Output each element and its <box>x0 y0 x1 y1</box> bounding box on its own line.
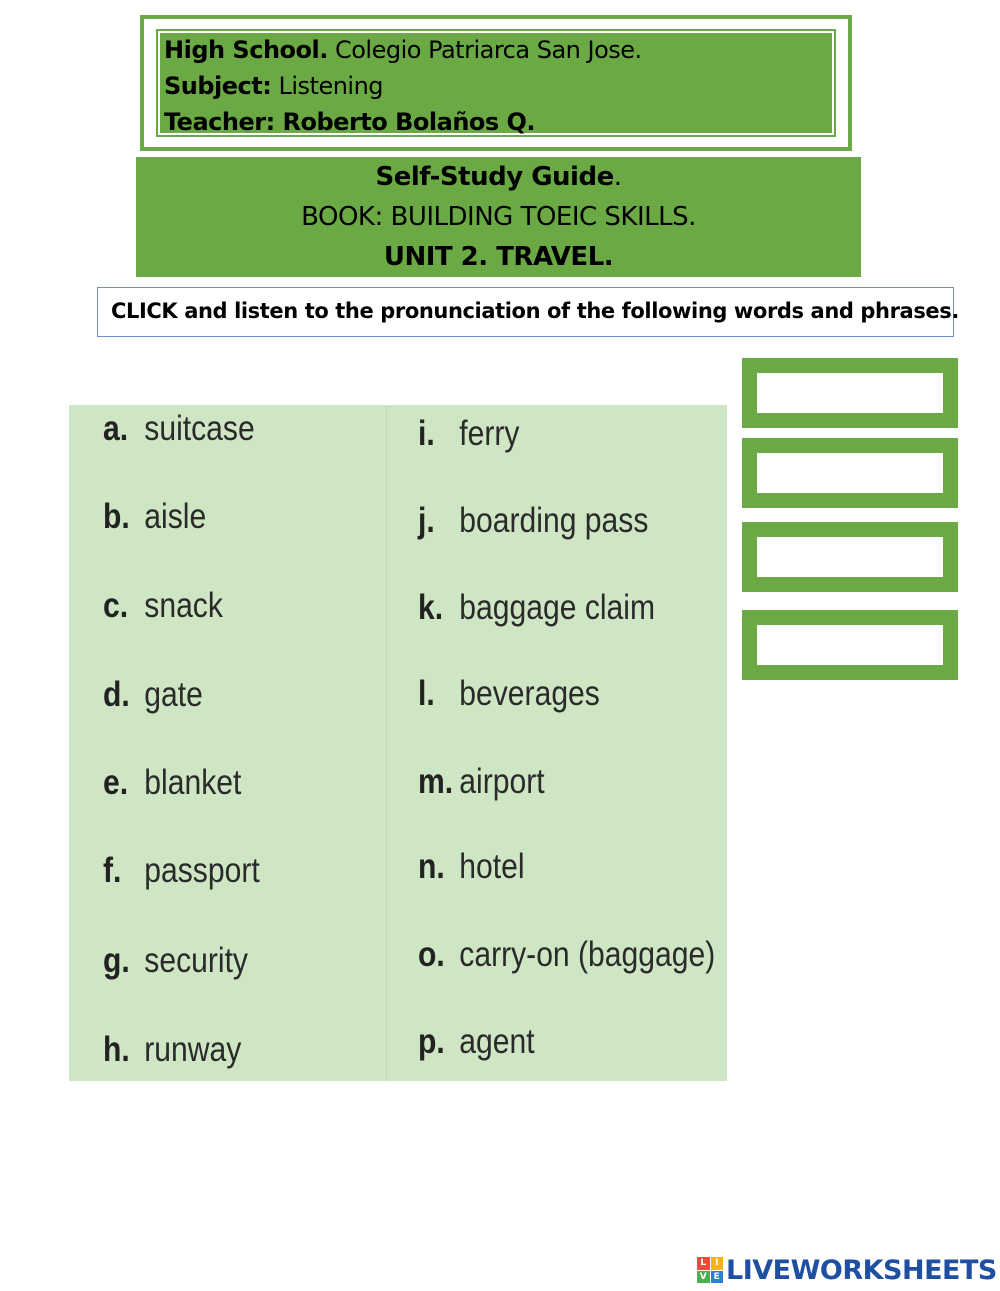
column-divider <box>386 405 387 1081</box>
vocab-letter: i. <box>418 414 435 453</box>
audio-button-3[interactable] <box>742 522 958 592</box>
logo-text: LIVEWORKSHEETS <box>726 1254 997 1286</box>
vocab-item <box>418 501 648 541</box>
vocab-word: baggage claim <box>459 588 656 627</box>
vocab-letter: b. <box>103 497 130 536</box>
school-value: Colegio Patriarca San Jose. <box>327 36 642 64</box>
header-teacher <box>164 107 535 137</box>
instruction-text: CLICK and listen to the pronunciation of the following words and phrases. <box>97 287 954 337</box>
vocab-item <box>103 675 203 715</box>
vocab-item <box>103 497 206 537</box>
teacher-label: Teacher: Roberto Bolaños Q. <box>164 108 536 136</box>
vocab-letter: a. <box>103 409 129 448</box>
vocab-letter: o. <box>418 935 445 974</box>
audio-button-2[interactable] <box>742 438 958 508</box>
school-label: High School. <box>164 36 328 64</box>
vocab-letter: c. <box>103 586 129 625</box>
vocab-word: airport <box>459 762 545 801</box>
vocab-letter: d. <box>103 675 130 714</box>
book-title: BOOK: BUILDING TOEIC SKILLS. <box>301 202 696 232</box>
vocab-word: beverages <box>459 674 600 713</box>
vocab-word: gate <box>144 675 203 714</box>
vocab-item <box>418 762 545 802</box>
header-subject <box>164 71 383 101</box>
logo-mark-letter: I <box>711 1257 724 1270</box>
vocab-item <box>418 847 525 887</box>
logo-mark-letter: L <box>697 1257 710 1270</box>
subject-value: Listening <box>271 72 384 100</box>
vocab-word: aisle <box>144 497 207 536</box>
vocab-word: ferry <box>459 414 520 453</box>
vocab-item <box>103 851 260 891</box>
vocab-word: snack <box>144 586 223 625</box>
vocab-letter: n. <box>418 847 445 886</box>
vocab-item <box>418 588 655 628</box>
vocab-item <box>103 941 248 981</box>
header-box <box>140 15 852 151</box>
vocab-letter: j. <box>418 501 435 540</box>
vocab-letter: m. <box>418 762 454 801</box>
vocab-item <box>418 414 519 454</box>
guide-title-suffix: . <box>613 162 622 192</box>
guide-title-text: Self-Study Guide <box>375 162 614 192</box>
header-school <box>164 35 642 65</box>
vocab-word: blanket <box>144 763 242 802</box>
audio-button-4[interactable] <box>742 610 958 680</box>
vocab-item <box>103 763 241 803</box>
guide-title <box>136 161 861 193</box>
vocab-word: security <box>144 941 248 980</box>
vocab-word: agent <box>459 1022 535 1061</box>
title-box <box>136 157 861 277</box>
vocab-word: carry-on (baggage) <box>459 935 716 974</box>
vocab-item <box>103 409 255 449</box>
vocab-letter: k. <box>418 588 444 627</box>
logo-mark-icon <box>697 1257 723 1283</box>
vocab-word: runway <box>144 1030 242 1069</box>
vocab-item <box>103 1030 241 1070</box>
audio-button-1[interactable] <box>742 358 958 428</box>
vocab-word: passport <box>144 851 260 890</box>
vocab-word: hotel <box>459 847 525 886</box>
vocab-word: suitcase <box>144 409 255 448</box>
vocab-item <box>418 1022 535 1062</box>
header-inner <box>158 31 834 135</box>
vocab-letter: g. <box>103 941 130 980</box>
vocab-letter: f. <box>103 851 122 890</box>
vocab-word: boarding pass <box>459 501 649 540</box>
logo-mark-letter: V <box>697 1271 710 1284</box>
vocab-letter: l. <box>418 674 435 713</box>
unit-title: UNIT 2. TRAVEL. <box>383 242 614 272</box>
subject-label: Subject: <box>164 72 272 100</box>
liveworksheets-logo[interactable] <box>697 1255 997 1285</box>
vocabulary-panel <box>69 405 727 1081</box>
logo-mark-letter: E <box>711 1271 724 1284</box>
vocab-item <box>418 674 600 714</box>
vocab-item <box>418 935 715 975</box>
vocab-letter: e. <box>103 763 129 802</box>
vocab-letter: h. <box>103 1030 130 1069</box>
vocab-item <box>103 586 223 626</box>
vocab-letter: p. <box>418 1022 445 1061</box>
